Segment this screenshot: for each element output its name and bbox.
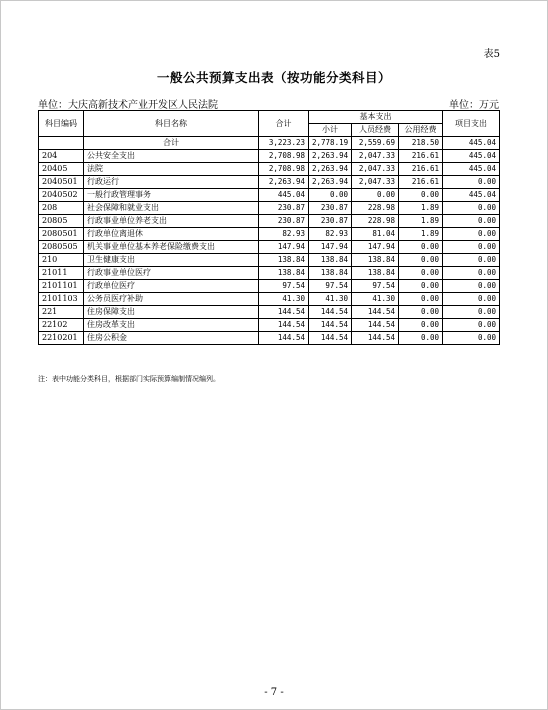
cell-public: 0.00 <box>399 293 443 306</box>
cell-subtotal: 138.84 <box>309 254 352 267</box>
cell-name: 行政单位医疗 <box>84 280 259 293</box>
cell-public: 1.89 <box>399 215 443 228</box>
cell-project: 0.00 <box>443 332 500 345</box>
cell-public: 216.61 <box>399 176 443 189</box>
cell-project: 0.00 <box>443 254 500 267</box>
cell-public: 0.00 <box>399 189 443 202</box>
cell-personnel: 2,047.33 <box>352 150 399 163</box>
cell-code: 2101103 <box>39 293 84 306</box>
cell-total: 97.54 <box>259 280 309 293</box>
cell-code: 20805 <box>39 215 84 228</box>
table-row <box>39 176 500 189</box>
cell-subtotal: 97.54 <box>309 280 352 293</box>
cell-project: 0.00 <box>443 319 500 332</box>
table-row <box>39 293 500 306</box>
cell-name: 住房公积金 <box>84 332 259 345</box>
cell-personnel: 2,047.33 <box>352 176 399 189</box>
table-row <box>39 306 500 319</box>
table-row <box>39 215 500 228</box>
header-code: 科目编码 <box>39 111 84 137</box>
cell-code: 2040502 <box>39 189 84 202</box>
cell-personnel: 0.00 <box>352 189 399 202</box>
cell-subtotal: 82.93 <box>309 228 352 241</box>
cell-subtotal: 144.54 <box>309 306 352 319</box>
cell-public: 0.00 <box>399 241 443 254</box>
cell-personnel: 228.98 <box>352 202 399 215</box>
page-number: - 7 - <box>264 687 284 698</box>
cell-project: 0.00 <box>443 267 500 280</box>
cell-personnel: 97.54 <box>352 280 399 293</box>
unit-currency: 单位：万元 <box>449 100 499 111</box>
cell-name: 住房保障支出 <box>84 306 259 319</box>
cell-personnel: 138.84 <box>352 267 399 280</box>
cell-personnel: 2,559.69 <box>352 137 399 150</box>
table-number: 表5 <box>483 49 500 60</box>
cell-public: 0.00 <box>399 319 443 332</box>
cell-subtotal: 2,778.19 <box>309 137 352 150</box>
cell-total: 2,263.94 <box>259 176 309 189</box>
cell-name: 法院 <box>84 163 259 176</box>
cell-total: 2,708.98 <box>259 163 309 176</box>
cell-project: 0.00 <box>443 176 500 189</box>
cell-total: 445.04 <box>259 189 309 202</box>
cell-total: 230.87 <box>259 202 309 215</box>
footnote: 注：表中功能分类科目，根据部门实际预算编制情况编列。 <box>38 375 220 383</box>
cell-public: 218.50 <box>399 137 443 150</box>
cell-project: 0.00 <box>443 306 500 319</box>
header-subtotal: 小计 <box>309 124 352 137</box>
cell-name: 公共安全支出 <box>84 150 259 163</box>
unit-organization: 单位：大庆高新技术产业开发区人民法院 <box>38 100 218 111</box>
cell-subtotal: 41.30 <box>309 293 352 306</box>
cell-total: 144.54 <box>259 306 309 319</box>
cell-name: 公务员医疗补助 <box>84 293 259 306</box>
cell-project: 0.00 <box>443 241 500 254</box>
cell-public: 0.00 <box>399 267 443 280</box>
cell-total: 2,708.98 <box>259 150 309 163</box>
header-basic: 基本支出 <box>309 111 443 124</box>
cell-subtotal: 230.87 <box>309 202 352 215</box>
cell-total: 144.54 <box>259 319 309 332</box>
table-row <box>39 150 500 163</box>
cell-subtotal: 2,263.94 <box>309 163 352 176</box>
cell-project: 445.04 <box>443 137 500 150</box>
table-row <box>39 319 500 332</box>
cell-total: 144.54 <box>259 332 309 345</box>
cell-subtotal: 0.00 <box>309 189 352 202</box>
cell-project: 445.04 <box>443 150 500 163</box>
table-row <box>39 189 500 202</box>
cell-personnel: 2,047.33 <box>352 163 399 176</box>
expenditure-table <box>38 110 500 345</box>
cell-total: 147.94 <box>259 241 309 254</box>
table-row <box>39 280 500 293</box>
cell-code: 2080505 <box>39 241 84 254</box>
cell-subtotal: 2,263.94 <box>309 150 352 163</box>
cell-project: 0.00 <box>443 202 500 215</box>
cell-public: 0.00 <box>399 306 443 319</box>
header-project: 项目支出 <box>443 111 500 137</box>
cell-personnel: 144.54 <box>352 319 399 332</box>
cell-project: 0.00 <box>443 215 500 228</box>
cell-subtotal: 144.54 <box>309 319 352 332</box>
cell-project: 445.04 <box>443 163 500 176</box>
cell-code: 2040501 <box>39 176 84 189</box>
table-row <box>39 267 500 280</box>
cell-total: 41.30 <box>259 293 309 306</box>
cell-total: 82.93 <box>259 228 309 241</box>
cell-personnel: 144.54 <box>352 332 399 345</box>
cell-project: 0.00 <box>443 280 500 293</box>
header-public: 公用经费 <box>399 124 443 137</box>
table-body <box>39 137 500 345</box>
cell-public: 0.00 <box>399 254 443 267</box>
cell-code <box>39 137 84 150</box>
cell-code: 210 <box>39 254 84 267</box>
table-row <box>39 228 500 241</box>
cell-name: 行政运行 <box>84 176 259 189</box>
cell-code: 204 <box>39 150 84 163</box>
header-personnel: 人员经费 <box>352 124 399 137</box>
cell-code: 2080501 <box>39 228 84 241</box>
cell-code: 208 <box>39 202 84 215</box>
table-row <box>39 241 500 254</box>
cell-public: 1.89 <box>399 202 443 215</box>
cell-code: 2210201 <box>39 332 84 345</box>
cell-project: 0.00 <box>443 293 500 306</box>
cell-subtotal: 147.94 <box>309 241 352 254</box>
header-total: 合计 <box>259 111 309 137</box>
cell-personnel: 144.54 <box>352 306 399 319</box>
cell-name: 卫生健康支出 <box>84 254 259 267</box>
cell-personnel: 147.94 <box>352 241 399 254</box>
cell-total: 3,223.23 <box>259 137 309 150</box>
cell-name: 行政事业单位医疗 <box>84 267 259 280</box>
cell-total: 230.87 <box>259 215 309 228</box>
table-row <box>39 163 500 176</box>
cell-subtotal: 138.84 <box>309 267 352 280</box>
cell-personnel: 81.04 <box>352 228 399 241</box>
cell-public: 0.00 <box>399 332 443 345</box>
table-row <box>39 254 500 267</box>
cell-project: 445.04 <box>443 189 500 202</box>
cell-public: 0.00 <box>399 280 443 293</box>
cell-total: 138.84 <box>259 254 309 267</box>
cell-name: 一般行政管理事务 <box>84 189 259 202</box>
cell-total: 138.84 <box>259 267 309 280</box>
cell-personnel: 41.30 <box>352 293 399 306</box>
cell-public: 216.61 <box>399 150 443 163</box>
cell-project: 0.00 <box>443 228 500 241</box>
cell-code: 21011 <box>39 267 84 280</box>
cell-code: 2101101 <box>39 280 84 293</box>
cell-subtotal: 2,263.94 <box>309 176 352 189</box>
cell-name: 社会保障和就业支出 <box>84 202 259 215</box>
cell-code: 22102 <box>39 319 84 332</box>
cell-name: 机关事业单位基本养老保险缴费支出 <box>84 241 259 254</box>
cell-name: 行政事业单位养老支出 <box>84 215 259 228</box>
cell-name: 合计 <box>84 137 259 150</box>
cell-code: 221 <box>39 306 84 319</box>
page-title: 一般公共预算支出表（按功能分类科目） <box>156 70 391 85</box>
table-row <box>39 137 500 150</box>
cell-public: 1.89 <box>399 228 443 241</box>
cell-subtotal: 230.87 <box>309 215 352 228</box>
table-row <box>39 332 500 345</box>
cell-public: 216.61 <box>399 163 443 176</box>
table-row <box>39 202 500 215</box>
cell-name: 住房改革支出 <box>84 319 259 332</box>
header-name: 科目名称 <box>84 111 259 137</box>
cell-code: 20405 <box>39 163 84 176</box>
cell-personnel: 228.98 <box>352 215 399 228</box>
cell-name: 行政单位离退休 <box>84 228 259 241</box>
cell-personnel: 138.84 <box>352 254 399 267</box>
cell-subtotal: 144.54 <box>309 332 352 345</box>
